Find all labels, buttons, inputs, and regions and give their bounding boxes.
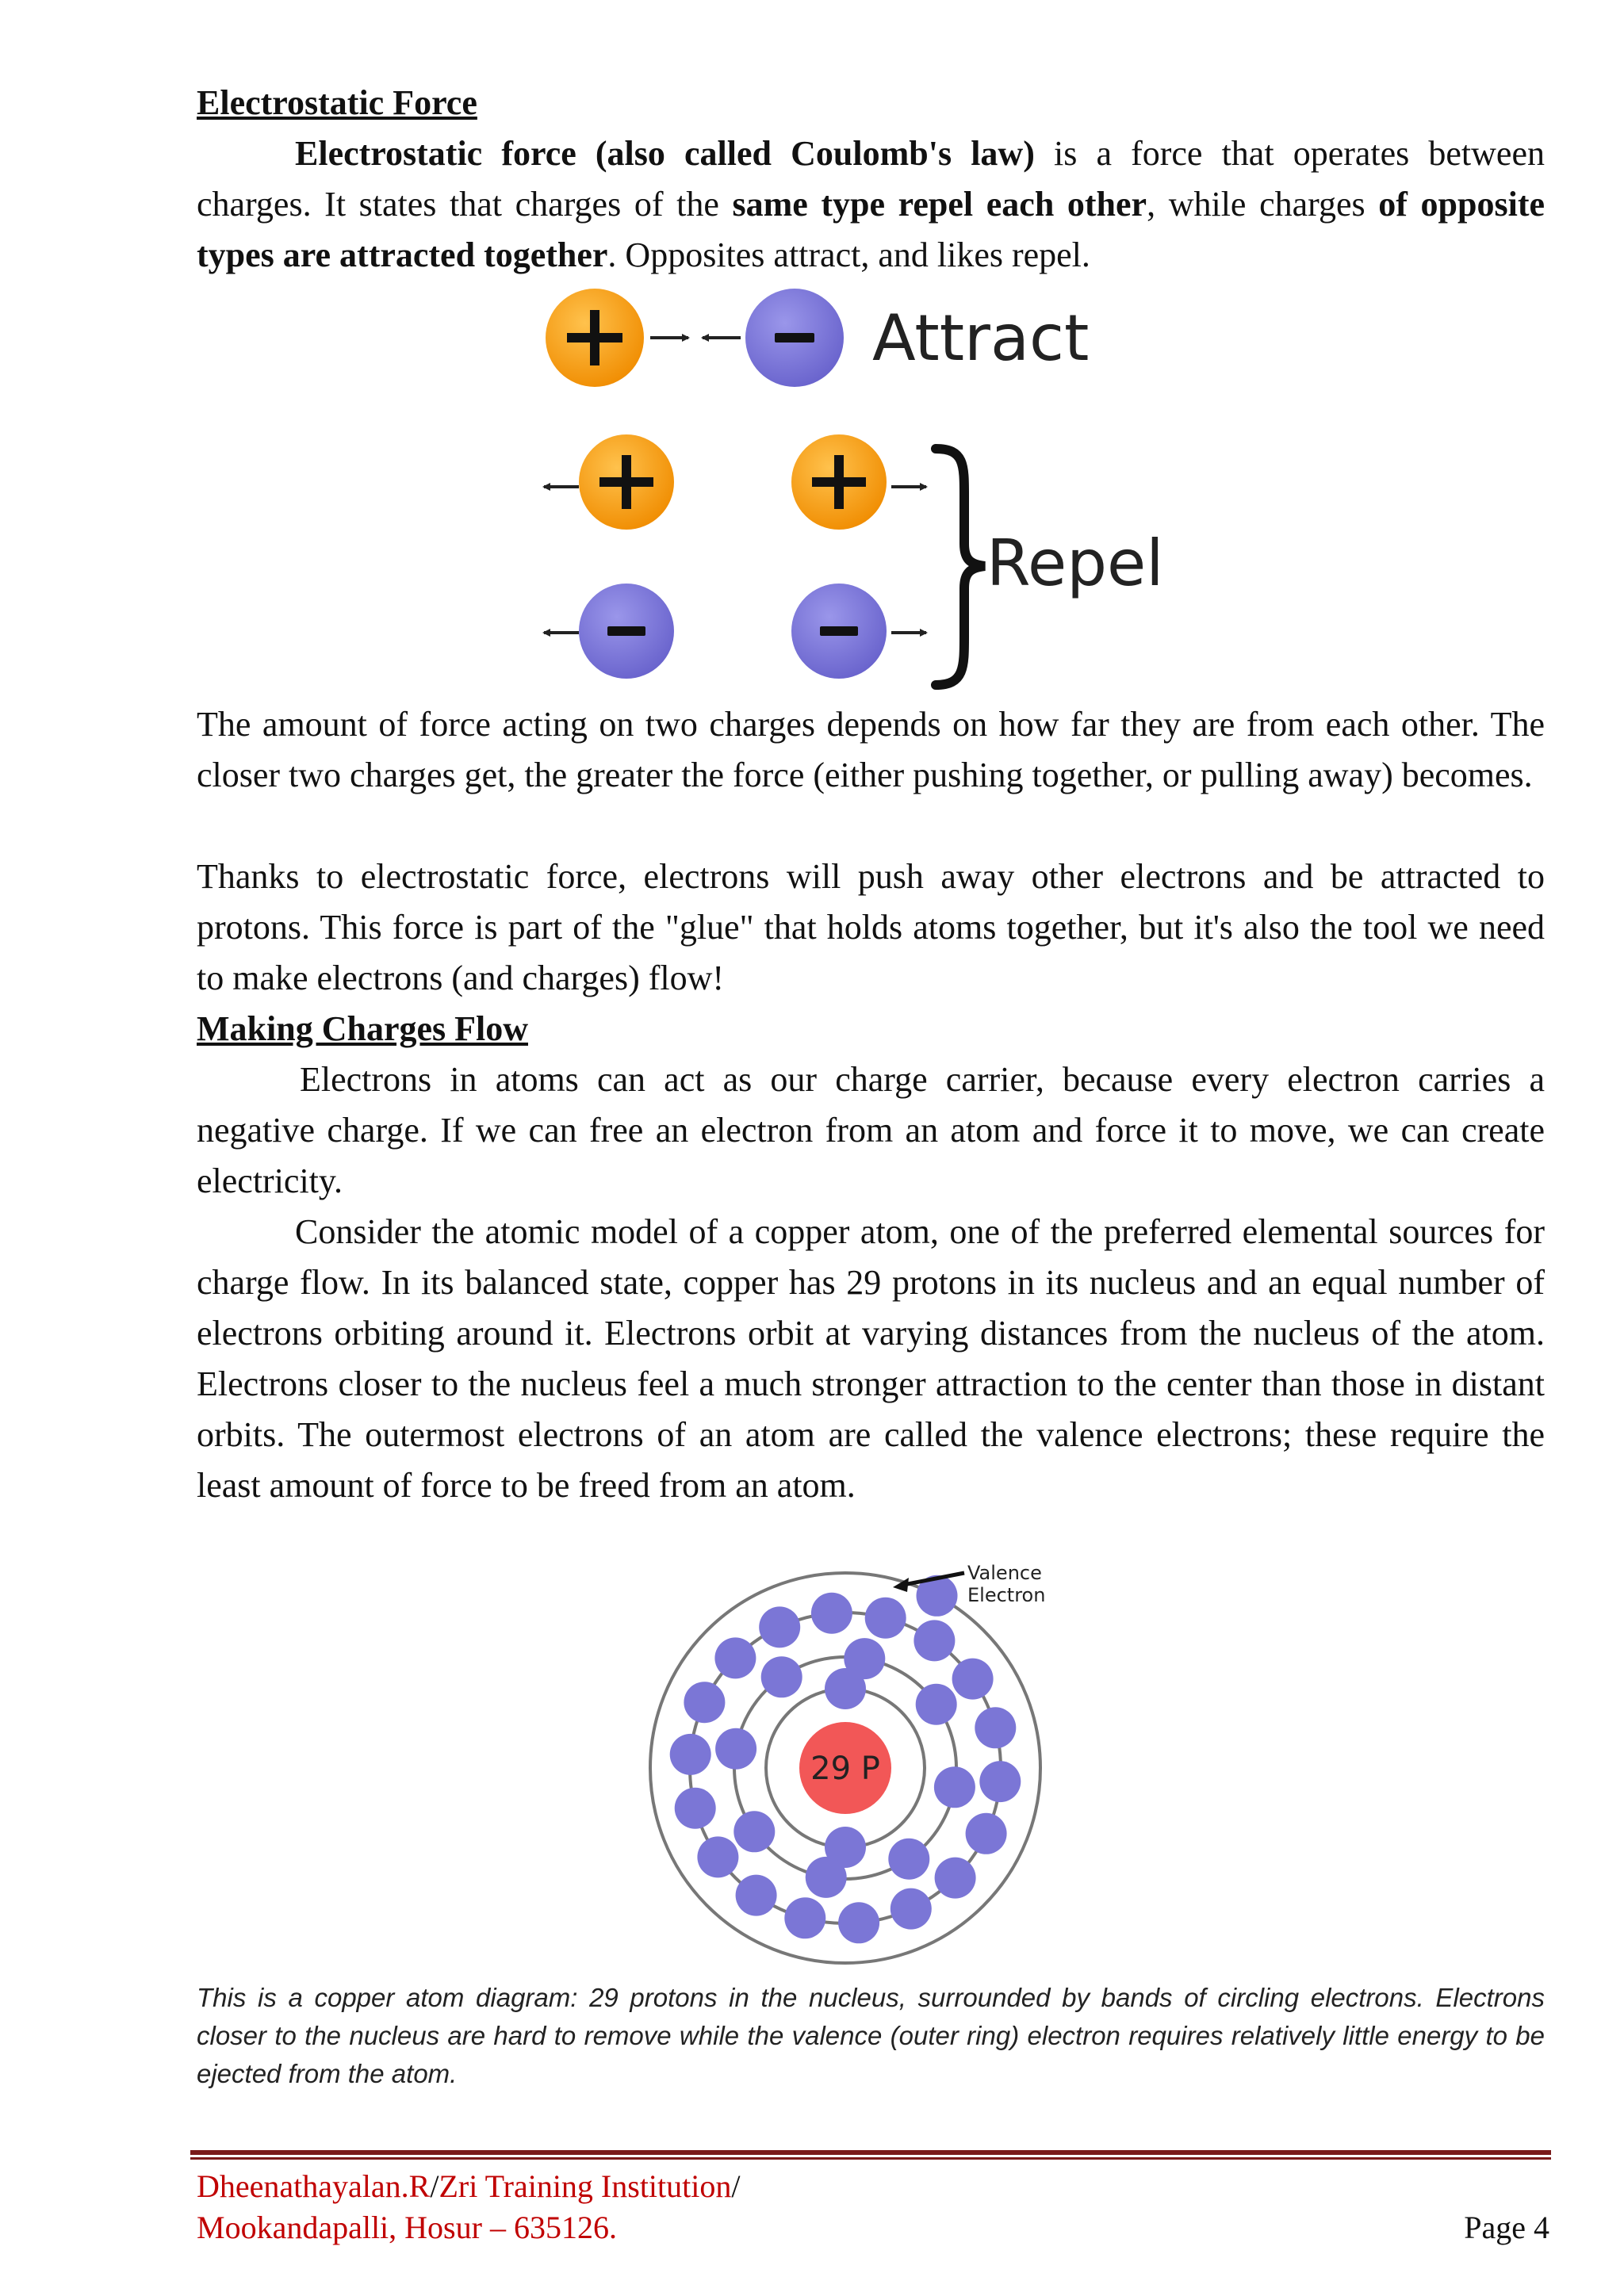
electron-shell-2 [715, 1728, 756, 1770]
electron-shell-2 [934, 1766, 975, 1808]
electron-shell-2 [806, 1857, 847, 1898]
electron-shell-3 [675, 1788, 716, 1829]
valence-label-line2: Electron [967, 1584, 1046, 1606]
attract-label: Attract [872, 301, 1090, 375]
electron-shell-3 [935, 1858, 976, 1899]
electron-shell-3 [714, 1637, 756, 1678]
electron-shell-2 [844, 1638, 885, 1679]
electron-shell-2 [733, 1811, 775, 1852]
brace-icon [936, 449, 985, 685]
footer-rule [190, 2150, 1551, 2161]
footer-address: Mookandapalli, Hosur – 635126. [197, 2210, 617, 2245]
bold-phrase-attract: of opposite types are attracted together [197, 185, 1545, 274]
paragraph-charge-carrier: Electrons in atoms can act as our charge carrier, because every electron carries a negative charge. If we can free an electron from an atom and force it to move, we can create electricity. [197, 1060, 1545, 1200]
electron-shell-2 [888, 1839, 929, 1880]
section-heading-electrostatic-force: Electrostatic Force [197, 83, 477, 122]
electron-shell-3 [811, 1593, 852, 1634]
electron-shell-3 [670, 1734, 711, 1775]
electron-shell-3 [966, 1813, 1007, 1854]
electron-shell-2 [761, 1656, 802, 1697]
electron-shell-3 [784, 1897, 825, 1938]
footer-author: Dheenathayalan.R [197, 2168, 431, 2204]
figure-caption: This is a copper atom diagram: 29 protons in the nucleus, surrounded by bands of circling electrons. Electrons closer to the nucleus are hard to remove while the valence (outer ring) electron requires relatively little energy to be ejected from the atom. [197, 1983, 1545, 2088]
electron-shell-3 [979, 1761, 1021, 1802]
repel-positive-row [544, 434, 926, 530]
paragraph-copper-atom: Consider the atomic model of a copper atom, one of the preferred elemental sources for charge flow. In its balanced state, copper has 29 protons in its nucleus and an equal number of electrons orbiting around it. Electrons orbit at varying distances from the nucleus of the atom. Electrons closer to the nucleus feel a much stronger attraction to the center than those in distant orbits. The outermost electrons of an atom are called the valence electrons; these require the least amount of force to be freed from an atom. [197, 1212, 1545, 1505]
electron-shell-3 [759, 1606, 800, 1647]
electron-shell-3 [952, 1659, 994, 1700]
bold-term-coulombs-law: Electrostatic force (also called Coulomb's law) [295, 134, 1035, 173]
electron-shell-3 [891, 1888, 932, 1930]
electron-shell-3 [838, 1902, 879, 1943]
electron-shell-3 [684, 1682, 725, 1723]
electron-shell-3 [697, 1836, 738, 1877]
bold-phrase-repel: same type repel each other [732, 185, 1147, 224]
electron-shell-3 [736, 1875, 777, 1916]
electron-shell-3 [865, 1598, 906, 1639]
attract-row [546, 289, 1089, 387]
nucleus-label: 29 P [810, 1751, 880, 1787]
page-number: Page 4 [1464, 2210, 1549, 2245]
electron-shell-3 [975, 1707, 1016, 1748]
footer-credit-line: Dheenathayalan.R/Zri Training Institution/ [197, 2168, 741, 2204]
repel-label: Repel [986, 526, 1164, 600]
electron-shell-2 [916, 1684, 957, 1725]
paragraph-electron-glue: Thanks to electrostatic force, electrons will push away other electrons and be attracted to protons. This force is part of the "glue" that holds atoms together, but it's also the tool we need to make electrons (and charges) flow! [197, 857, 1545, 997]
section-heading-making-charges-flow: Making Charges Flow [197, 1009, 528, 1048]
valence-label-line1: Valence [967, 1562, 1042, 1584]
repel-negative-row [544, 584, 926, 679]
paragraph-force-distance: The amount of force acting on two charges depends on how far they are from each other. The closer two charges get, the greater the force (either pushing together, or pulling away) becomes. [197, 705, 1545, 794]
electron-shell-3 [914, 1620, 955, 1661]
footer-institution: Zri Training Institution [439, 2168, 732, 2204]
copper-atom-diagram [650, 1554, 1300, 1982]
attract-repel-figure [530, 282, 1164, 695]
paragraph-electrostatic-intro: Electrostatic force (also called Coulomb's law) is a force that operates between charges. It states that charges of the same type repel each other, while charges of opposite types are attracted together. Opposites attract, and likes repel. [197, 134, 1545, 274]
